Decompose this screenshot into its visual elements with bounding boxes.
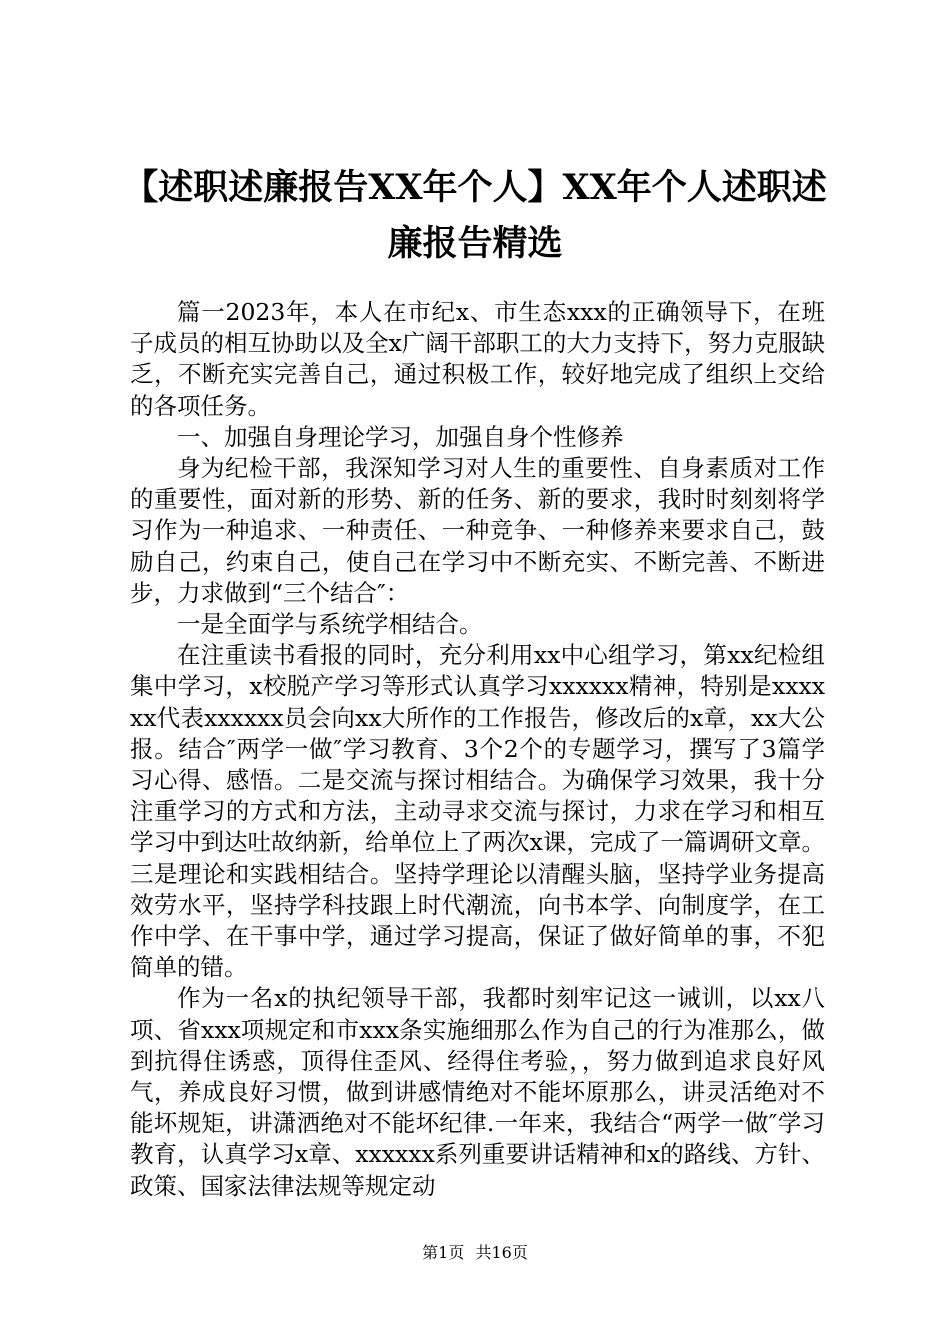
title-line-1: 【述职述廉报告XX年个人】XX年个人述职述	[123, 167, 827, 208]
paragraph-point-one: 一是全面学与系统学相结合。	[177, 610, 483, 639]
page-number: 第1页	[422, 1243, 465, 1262]
paragraph-intro: 篇一2023年，本人在市纪x、市生态xxx的正确领导下，在班子成员的相互协助以及全x广阔干部职工的大力支持下，努力克服缺乏，不断充实完善自己，通过积极工作，较好地完成了组织上交给的各项任务。	[130, 298, 825, 420]
document-body	[130, 297, 825, 1202]
section-heading: 一、加强自身理论学习，加强自身个性修养	[177, 422, 624, 451]
paragraph-study: 身为纪检干部，我深知学习对人生的重要性、自身素质对工作的重要性，面对新的形势、新的任务、新的要求，我时时刻刻将学习作为一种追求、一种责任、一种竞争、一种修养来要求自己，鼓励自己，约束自己，使自己在学习中不断充实、不断完善、不断进步，力求做到“三个结合″：	[130, 454, 825, 607]
document-title	[120, 160, 830, 272]
page-footer	[0, 1243, 950, 1263]
paragraph-details: 在注重读书看报的同时，充分利用xx中心组学习，第xx纪检组集中学习，x校脱产学习等形式认真学习xxxxxx精神，特别是xxxxxx代表xxxxxx员会向xx大所作的工作报告，修改后的x章，xx大公报。结合″两学一做″学习教育、3个2个的专题学习，撰写了3篇学习心得、感悟。二是交流与探讨相结合。为确保学习效果，我十分注重学习的方式和方法，主动寻求交流与探讨，力求在学习和相互学习中到达吐故纳新，给单位上了两次x课，完成了一篇调研文章。三是理论和实践相结合。坚持学理论以清醒头脑，坚持学业务提高效劳水平，坚持学科技跟上时代潮流，向书本学、向制度学，在工作中学、在干事中学，通过学习提高，保证了做好简单的事，不犯简单的错。	[130, 641, 825, 982]
title-line-2: 廉报告精选	[387, 223, 563, 264]
paragraph-discipline: 作为一名x的执纪领导干部，我都时刻牢记这一诫训，以xx八项、省xxx项规定和市xxx条实施细那么作为自己的行为准那么，做到抗得住诱惑，顶得住歪风、经得住考验，，努力做到追求良好风气，养成良好习惯，做到讲感情绝对不能坏原那么，讲灵活绝对不能坏规矩，讲潇洒绝对不能坏纪律.一年来，我结合“两学一做″学习教育，认真学习x章、xxxxxx系列重要讲话精神和x的路线、方针、政策、国家法律法规等规定动	[130, 984, 825, 1200]
page-total: 共16页	[475, 1243, 528, 1262]
